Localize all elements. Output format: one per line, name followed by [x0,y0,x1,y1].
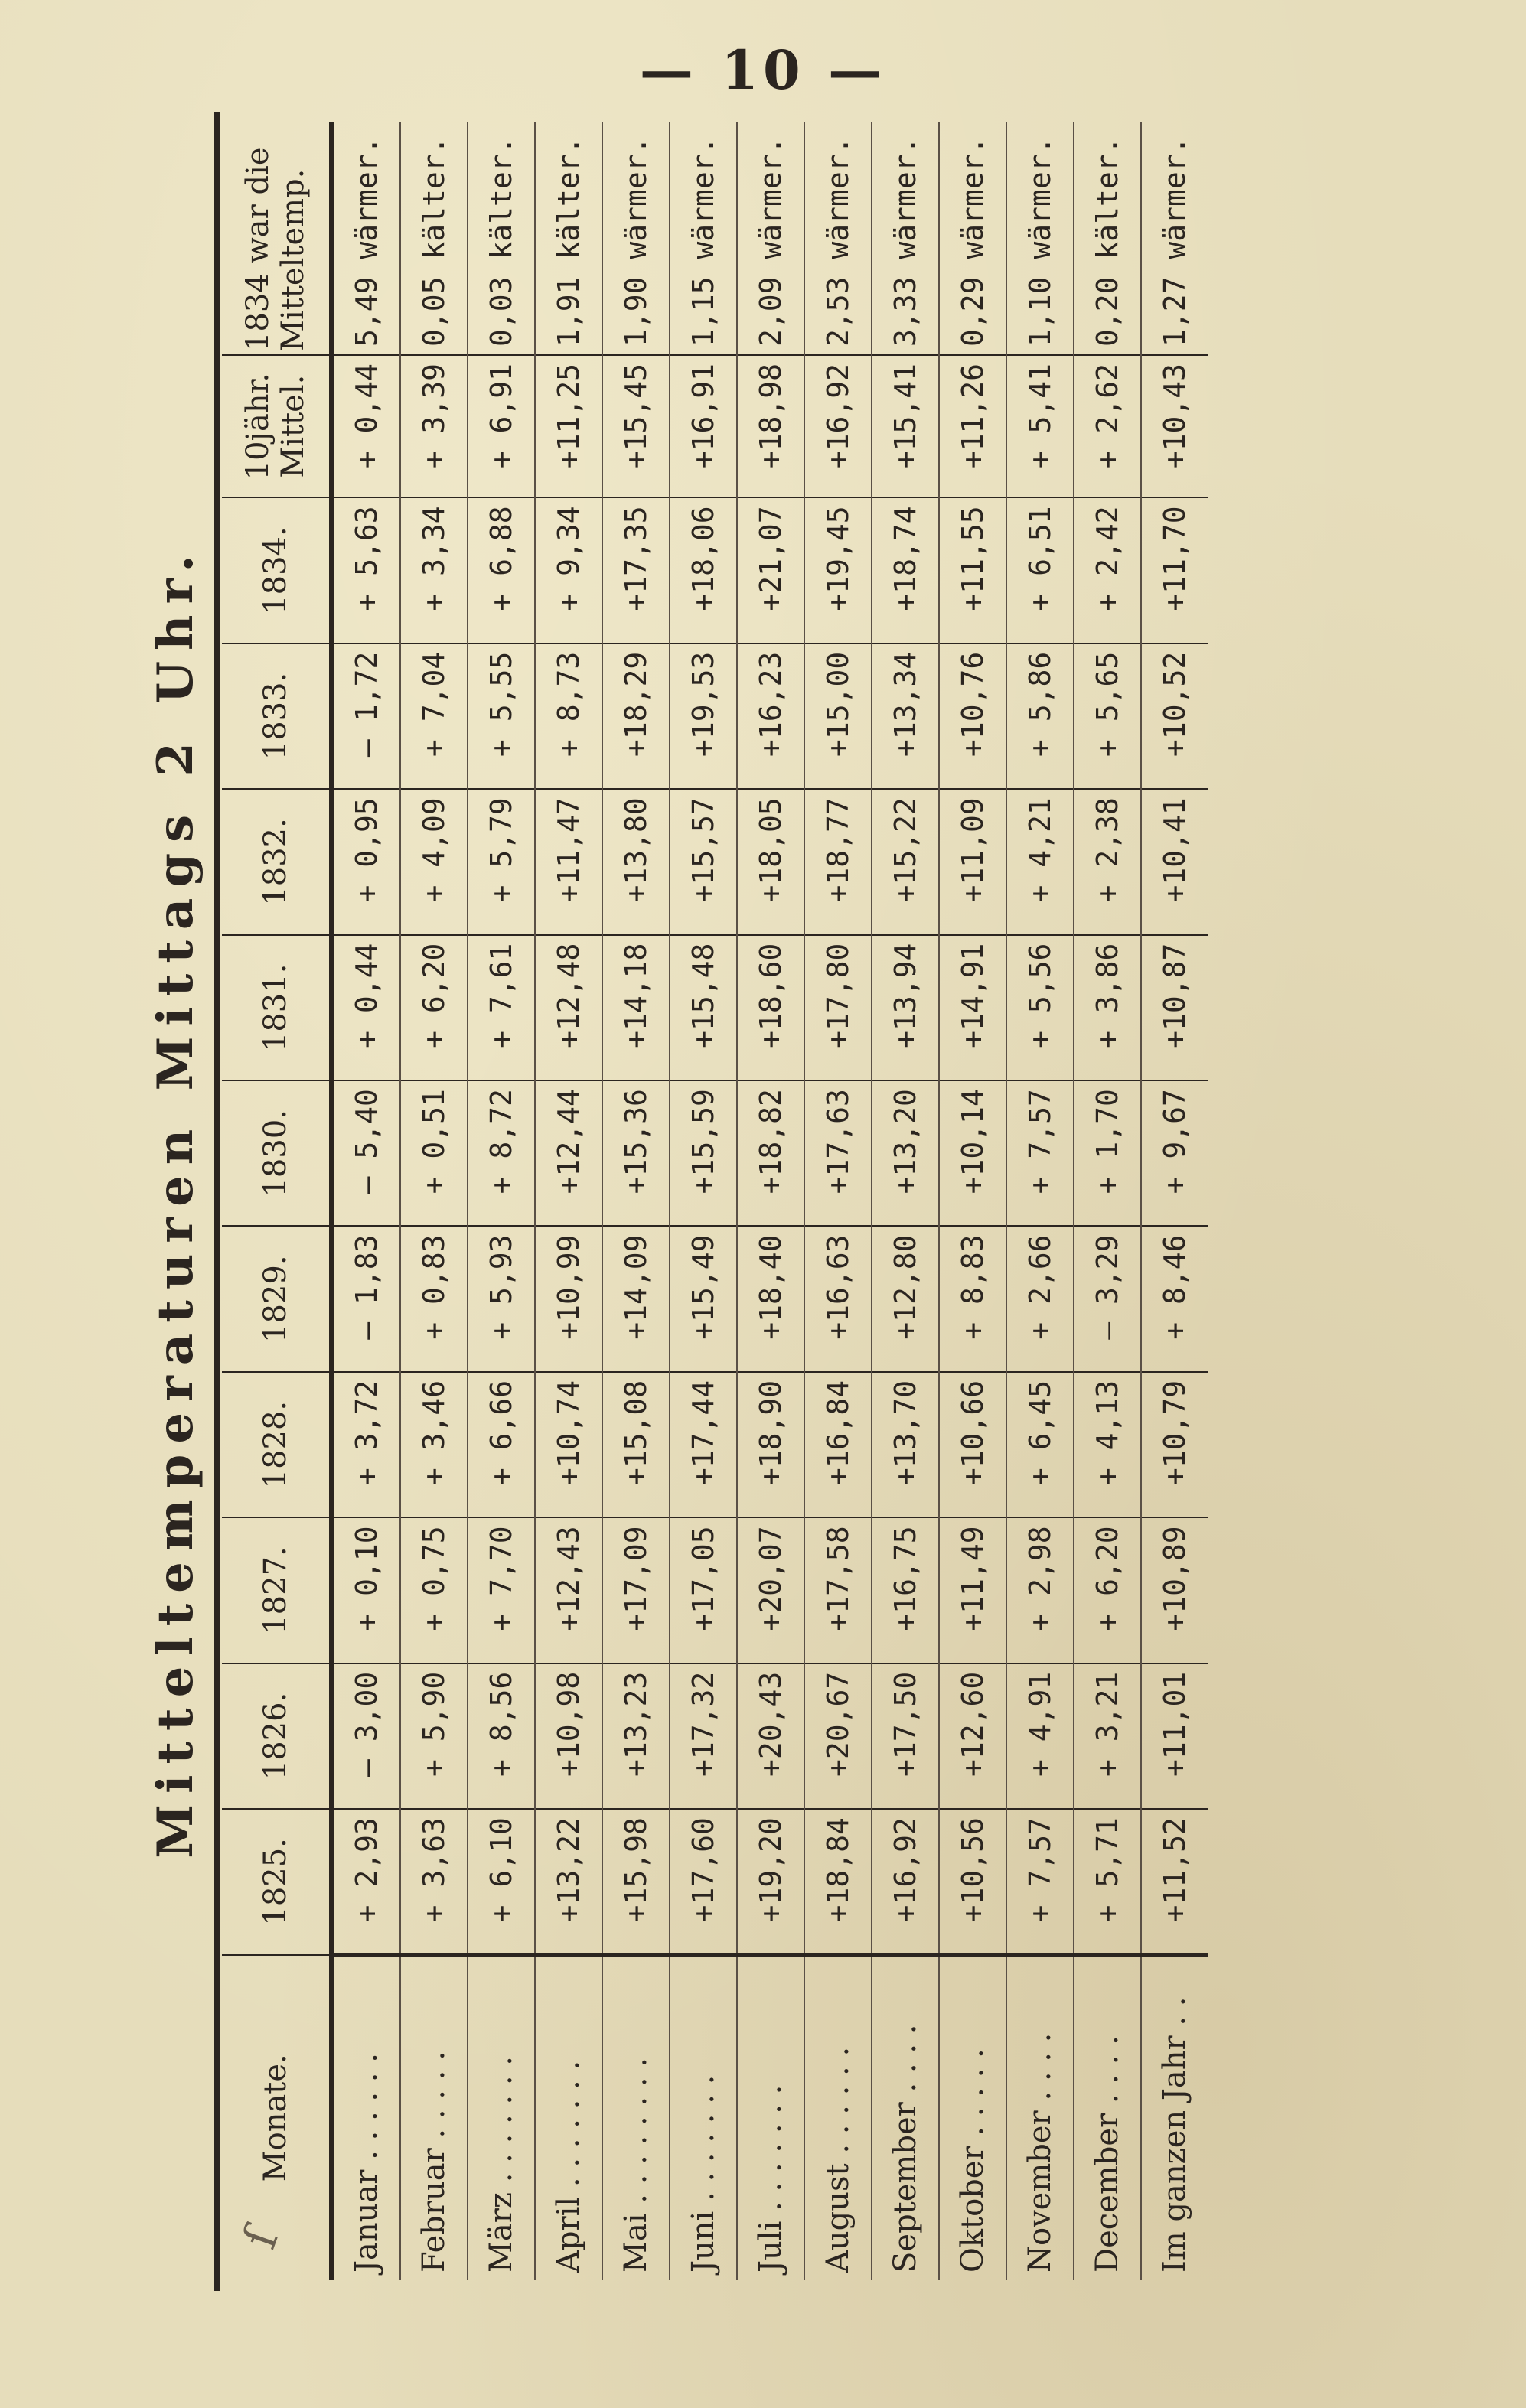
table-row [331,122,400,2280]
table-title: Mitteltemperaturen Mittags 2 Uhr. [147,544,204,1859]
table-row [535,122,602,2280]
temperature-cell: + 5,90 [400,1663,468,1809]
temperature-cell: +15,00 [804,644,872,789]
temperature-cell: +10,76 [939,644,1006,789]
temperature-cell: +19,53 [670,644,737,789]
year-header: 1834. [222,497,331,643]
temperature-cell: +18,74 [872,497,939,643]
temperature-cell: + 3,86 [1074,935,1141,1080]
temperature-cell: +17,63 [804,1080,872,1226]
temperature-cell: +15,49 [670,1226,737,1371]
year-header: 1829. [222,1226,331,1371]
temperature-cell: + 9,67 [1141,1080,1208,1226]
temperature-cell: +11,09 [939,789,1006,934]
temperature-cell: + 3,72 [331,1372,400,1517]
year-header: 1832. [222,789,331,934]
difference-cell: 1,27 wärmer. [1158,136,1192,347]
page-number: — 10 — [639,38,887,102]
temperature-cell: + 5,63 [331,497,400,643]
difference-cell: 2,53 wärmer. [804,122,872,355]
temperature-cell: +10,87 [1141,935,1208,1080]
table-row [804,122,872,2280]
temperature-cell: +18,06 [670,497,737,643]
temperature-cell: +18,60 [737,935,804,1080]
temperature-cell: + 2,42 [1074,497,1141,643]
temperature-cell: + 2,38 [1074,789,1141,934]
temperature-cell: + 2,98 [1006,1517,1074,1663]
year-header: 1831. [222,935,331,1080]
temperature-cell: +10,74 [535,1372,602,1517]
temperature-cell: + 0,51 [400,1080,468,1226]
mean-cell: + 6,91 [468,355,535,497]
temperature-cell: +11,01 [1141,1663,1208,1809]
temperature-cell: +15,57 [670,789,737,934]
temperature-cell: +11,55 [939,497,1006,643]
temperature-cell: +10,99 [535,1226,602,1371]
temperature-cell: +12,44 [535,1080,602,1226]
month-cell: März . . . . . . . [468,1955,535,2280]
table-row [939,122,1006,2280]
mean-cell: +11,25 [535,355,602,497]
temperature-cell: + 1,70 [1074,1080,1141,1226]
difference-header: 1834 war die Mitteltemp. [222,122,331,355]
temperature-cell: + 7,57 [1006,1809,1074,1954]
temperature-cell: + 3,63 [400,1809,468,1954]
temperature-cell: + 8,73 [535,644,602,789]
month-cell: November . . . . [1006,1955,1074,2280]
month-cell: Juni . . . . . . . [670,1955,737,2280]
temperature-cell: +15,48 [670,935,737,1080]
difference-cell: 1,91 kälter. [535,122,602,355]
difference-cell: 5,49 wärmer. [331,122,400,355]
temperature-cell: +12,48 [535,935,602,1080]
temperature-cell: +13,34 [872,644,939,789]
mean-cell: +16,91 [670,355,737,497]
month-cell: Mai . . . . . . . . [602,1955,670,2280]
temperature-cell: +19,20 [737,1809,804,1954]
month-cell: Im ganzen Jahr . . [1141,1955,1208,2280]
temperature-cell: +18,40 [737,1226,804,1371]
mean-cell: +15,41 [872,355,939,497]
month-cell: September . . . . [872,1955,939,2280]
table-row [400,122,468,2280]
temperature-cell: + 5,93 [468,1226,535,1371]
temperature-cell: — 3,29 [1074,1226,1141,1371]
temperature-cell: +12,60 [939,1663,1006,1809]
temperature-cell: — 5,40 [331,1080,400,1226]
temperature-cell: + 9,34 [535,497,602,643]
temperature-cell: +17,60 [670,1809,737,1954]
temperature-cell: + 8,83 [939,1226,1006,1371]
temperature-cell: +18,29 [602,644,670,789]
temperature-cell: + 5,55 [468,644,535,789]
temperature-cell: + 6,10 [468,1809,535,1954]
month-cell: Januar . . . . . . [331,1955,400,2280]
temperature-cell: + 5,56 [1006,935,1074,1080]
temperature-cell: +10,56 [939,1809,1006,1954]
temperature-cell: +10,41 [1141,789,1208,934]
temperature-cell: +17,44 [670,1372,737,1517]
difference-cell: 3,33 wärmer. [872,122,939,355]
year-header: 1830. [222,1080,331,1226]
table-row [737,122,804,2280]
temperature-cell: + 6,66 [468,1372,535,1517]
temperature-cell: +16,84 [804,1372,872,1517]
temperature-cell: +17,58 [804,1517,872,1663]
table-row [1006,122,1074,2280]
temperature-cell: +18,90 [737,1372,804,1517]
temperature-cell: + 8,46 [1141,1226,1208,1371]
temperature-cell: +10,89 [1141,1517,1208,1663]
table-row [872,122,939,2280]
temperature-cell: + 0,95 [331,789,400,934]
month-cell: Februar . . . . . [400,1955,468,2280]
difference-cell: 1,15 wärmer. [670,122,737,355]
temperature-cell: +19,45 [804,497,872,643]
temperature-cell: +18,77 [804,789,872,934]
temperature-cell: +21,07 [737,497,804,643]
table-row [602,122,670,2280]
table-body [331,122,1208,2280]
table-row [670,122,737,2280]
header-row [222,122,331,2280]
temperature-cell: + 0,44 [331,935,400,1080]
temperature-cell: +13,20 [872,1080,939,1226]
temperature-cell: + 4,21 [1006,789,1074,934]
year-header: 1826. [222,1663,331,1809]
temperature-cell: +16,23 [737,644,804,789]
temperature-cell: +15,08 [602,1372,670,1517]
temperature-cell: + 3,46 [400,1372,468,1517]
temperature-cell: + 5,79 [468,789,535,934]
temperature-cell: — 1,72 [331,644,400,789]
temperature-cell: +16,92 [872,1809,939,1954]
temperature-cell: +15,98 [602,1809,670,1954]
year-header: 1827. [222,1517,331,1663]
mean-cell: +15,45 [602,355,670,497]
temperature-cell: + 0,83 [400,1226,468,1371]
mean-cell: +11,26 [939,355,1006,497]
difference-cell: 2,09 wärmer. [737,122,804,355]
month-cell: Juli . . . . . . . [737,1955,804,2280]
difference-cell: 0,20 kälter. [1074,122,1141,355]
temperature-cell: +17,09 [602,1517,670,1663]
temperature-table [222,122,1208,2280]
temperature-cell: +10,66 [939,1372,1006,1517]
temperature-cell: +11,52 [1141,1809,1208,1954]
temperature-cell: +13,70 [872,1372,939,1517]
temperature-cell: +17,80 [804,935,872,1080]
year-header: 1833. [222,644,331,789]
temperature-cell: + 5,65 [1074,644,1141,789]
temperature-cell: +13,23 [602,1663,670,1809]
temperature-cell: +20,67 [804,1663,872,1809]
temperature-cell: + 7,61 [468,935,535,1080]
temperature-cell: — 1,83 [331,1226,400,1371]
temperature-cell: +20,07 [737,1517,804,1663]
temperature-cell: +13,80 [602,789,670,934]
temperature-cell: + 6,20 [400,935,468,1080]
temperature-cell: +14,09 [602,1226,670,1371]
temperature-cell: + 0,75 [400,1517,468,1663]
temperature-cell: +13,94 [872,935,939,1080]
temperature-cell: +17,35 [602,497,670,643]
rotated-table-block [147,122,1217,2280]
temperature-cell: +11,47 [535,789,602,934]
table-row [468,122,535,2280]
temperature-cell: +16,63 [804,1226,872,1371]
year-header: 1828. [222,1372,331,1517]
temperature-cell: + 6,51 [1006,497,1074,643]
mean-cell: + 2,62 [1074,355,1141,497]
temperature-cell: +18,82 [737,1080,804,1226]
temperature-cell: +10,79 [1141,1372,1208,1517]
temperature-cell: +10,98 [535,1663,602,1809]
month-header: Monate. [222,1955,331,2280]
temperature-cell: +14,91 [939,935,1006,1080]
temperature-cell: +11,49 [939,1517,1006,1663]
temperature-cell: + 3,34 [400,497,468,643]
temperature-cell: +15,36 [602,1080,670,1226]
mean-cell: + 5,41 [1006,355,1074,497]
temperature-cell: +17,32 [670,1663,737,1809]
mean-cell: + 3,39 [400,355,468,497]
temperature-cell: +17,50 [872,1663,939,1809]
temperature-cell: + 7,04 [400,644,468,789]
temperature-cell: + 7,70 [468,1517,535,1663]
temperature-cell: + 5,86 [1006,644,1074,789]
temperature-cell: + 2,66 [1006,1226,1074,1371]
temperature-cell: + 3,21 [1074,1663,1141,1809]
month-cell: Oktober . . . . . [939,1955,1006,2280]
difference-cell: 0,05 kälter. [400,122,468,355]
temperature-cell: +14,18 [602,935,670,1080]
difference-cell: 1,10 wärmer. [1006,122,1074,355]
temperature-cell: +12,80 [872,1226,939,1371]
temperature-cell: + 8,72 [468,1080,535,1226]
temperature-cell: — 3,00 [331,1663,400,1809]
temperature-cell: +18,84 [804,1809,872,1954]
top-rule [214,112,220,2291]
temperature-cell: + 4,13 [1074,1372,1141,1517]
temperature-cell: + 0,10 [331,1517,400,1663]
mean-cell: + 0,44 [331,355,400,497]
month-cell: August . . . . . . [804,1955,872,2280]
year-header: 1825. [222,1809,331,1954]
mean-cell: +16,92 [804,355,872,497]
month-cell: April . . . . . . . [535,1955,602,2280]
difference-cell: 0,29 wärmer. [939,122,1006,355]
month-cell: December . . . . [1074,1955,1141,2280]
temperature-cell: + 6,45 [1006,1372,1074,1517]
temperature-cell: + 7,57 [1006,1080,1074,1226]
temperature-cell: +10,14 [939,1080,1006,1226]
temperature-cell: +17,05 [670,1517,737,1663]
difference-cell: 1,90 wärmer. [602,122,670,355]
temperature-cell: + 2,93 [331,1809,400,1954]
temperature-cell: +12,43 [535,1517,602,1663]
mean-header: 10jähr. Mittel. [222,355,331,497]
temperature-cell: +16,75 [872,1517,939,1663]
temperature-cell: + 4,09 [400,789,468,934]
table-row [1074,122,1141,2280]
difference-cell: 0,03 kälter. [468,122,535,355]
temperature-cell: + 6,88 [468,497,535,643]
temperature-cell: +18,05 [737,789,804,934]
table-row [1141,122,1208,2280]
temperature-cell: +15,59 [670,1080,737,1226]
mean-cell: +18,98 [737,355,804,497]
temperature-cell: +20,43 [737,1663,804,1809]
temperature-cell: +11,70 [1141,497,1208,643]
mean-cell: +10,43 [1141,355,1208,497]
temperature-cell: + 6,20 [1074,1517,1141,1663]
temperature-cell: + 8,56 [468,1663,535,1809]
temperature-cell: +13,22 [535,1809,602,1954]
temperature-cell: +15,22 [872,789,939,934]
temperature-cell: +10,52 [1141,644,1208,789]
temperature-cell: + 4,91 [1006,1663,1074,1809]
pencil-mark: ſ [233,2221,289,2256]
temperature-cell: + 5,71 [1074,1809,1141,1954]
